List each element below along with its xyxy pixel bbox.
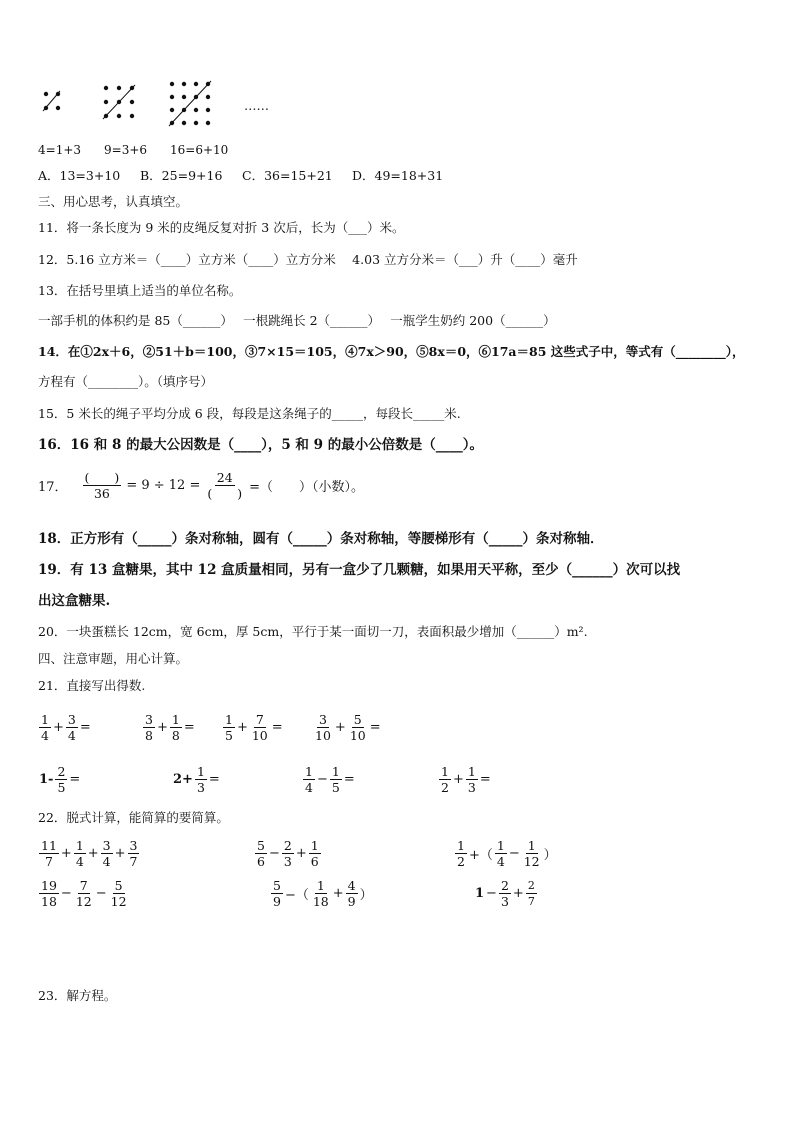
question-17	[38, 470, 365, 501]
q17-middle: = 9 ÷ 12 =	[126, 478, 201, 493]
q21-expr-2: $\frac{3}{8}$ + $\frac{1}{8}$ =	[145, 712, 195, 743]
question-19-line-2: 出这盒糖果.	[38, 593, 111, 609]
q21-expr-5: 1- $\frac{2}{5}$ =	[39, 764, 81, 795]
question-21: 21．直接写出得数.	[38, 678, 146, 693]
question-13-blanks: 一部手机的体积约是 85（______） 一根跳绳长 2（______） 一瓶学生奶约 200（______）	[38, 313, 556, 328]
question-16: 16．16 和 8 的最大公因数是（____），5 和 9 的最小公倍数是（____）。	[38, 437, 483, 453]
q21-expr-3: $\frac{1}{5}$ + $\frac{7}{10}$ =	[225, 712, 283, 743]
question-11: 11．将一条长度为 9 米的皮绳反复对折 3 次后，长为（___）米。	[38, 220, 405, 235]
pattern-label-3: 16=6+10	[170, 143, 229, 157]
q22-expr-5: $\frac{5}{9}$ −（ $\frac{1}{18}$ + $\frac{4}{9}$ ）	[273, 878, 373, 909]
question-22: 22．脱式计算，能简算的要简算。	[38, 810, 229, 825]
dot-grid-2x2	[43, 91, 60, 111]
pattern-label-2: 9=3+6	[104, 143, 148, 157]
pattern-label-1: 4=1+3	[38, 143, 82, 157]
fraction-blank-over-36: $\frac{( )}{36}$	[84, 470, 120, 501]
q21-expr-8: $\frac{1}{2}$ + $\frac{1}{3}$ =	[441, 764, 491, 795]
pattern-ellipsis: ……	[244, 98, 269, 113]
dot-grid-4x4	[169, 81, 211, 126]
question-23: 23．解方程。	[38, 988, 117, 1003]
question-17-number: 17．	[38, 480, 68, 495]
q21-expr-6: 2+ $\frac{1}{3}$ =	[173, 764, 220, 795]
q21-expr-7: $\frac{1}{4}$ − $\frac{1}{5}$ =	[305, 764, 355, 795]
dot-grid-3x3	[103, 85, 135, 119]
option-d: D．49=18+31	[352, 168, 444, 183]
q21-expr-1: $\frac{1}{4}$ + $\frac{3}{4}$ =	[41, 712, 91, 743]
q22-expr-4: $\frac{19}{18}$ − $\frac{7}{12}$ − $\frac{5}{12}$	[41, 878, 127, 909]
question-14-line-2: 方程有（________）。（填序号）	[38, 374, 214, 389]
question-14-line-1: 14．在①2x＋6，②51＋b＝100，③7×15＝105，④7x＞90，⑤8x＝0，⑥17a＝85 这些式子中，等式有（________），	[38, 344, 745, 359]
q22-expr-1: $\frac{11}{7}$ + $\frac{1}{4}$ + $\frac{3}{4}$ + $\frac{3}{7}$	[41, 838, 138, 869]
question-18: 18．正方形有（_____）条对称轴，圆有（_____）条对称轴，等腰梯形有（_____）条对称轴．	[38, 531, 604, 547]
q17-tail: =（ ）（小数）。	[249, 480, 365, 495]
question-13: 13．在括号里填上适当的单位名称。	[38, 283, 242, 298]
question-15: 15．5 米长的绳子平均分成 6 段，每段是这条绳子的_____，每段长_____米.	[38, 406, 461, 421]
q22-expr-3: $\frac{1}{2}$ +（ $\frac{1}{4}$ − $\frac{1}{12}$ ）	[457, 838, 557, 869]
section-4-heading: 四、注意审题，用心计算。	[38, 651, 189, 666]
question-12: 12．5.16 立方米＝（____）立方米（____）立方分米 4.03 立方分米＝（___）升（____）毫升	[38, 252, 578, 267]
q21-expr-4: $\frac{3}{10}$ + $\frac{5}{10}$ =	[315, 712, 381, 743]
q22-expr-6: 1 − $\frac{2}{3}$ + $\frac{2}{7}$	[475, 878, 535, 909]
section-3-heading: 三、用心思考，认真填空。	[38, 194, 189, 209]
option-c: C．36=15+21	[242, 168, 333, 183]
fraction-24-over-blank: $\frac{24}{( )}$	[207, 470, 243, 501]
option-b: B．25=9+16	[140, 168, 223, 183]
question-20: 20．一块蛋糕长 12cm，宽 6cm，厚 5cm，平行于某一面切一刀，表面积最少增加（______）m².	[38, 624, 588, 639]
option-a: A．13=3+10	[38, 168, 121, 183]
question-19-line-1: 19．有 13 盒糖果，其中 12 盒质量相同，另有一盒少了几颗糖，如果用天平称，至少（______）次可以找	[38, 562, 681, 578]
q22-expr-2: $\frac{5}{6}$ − $\frac{2}{3}$ + $\frac{1}{6}$	[257, 838, 319, 869]
dot-pattern-figure	[40, 80, 230, 136]
